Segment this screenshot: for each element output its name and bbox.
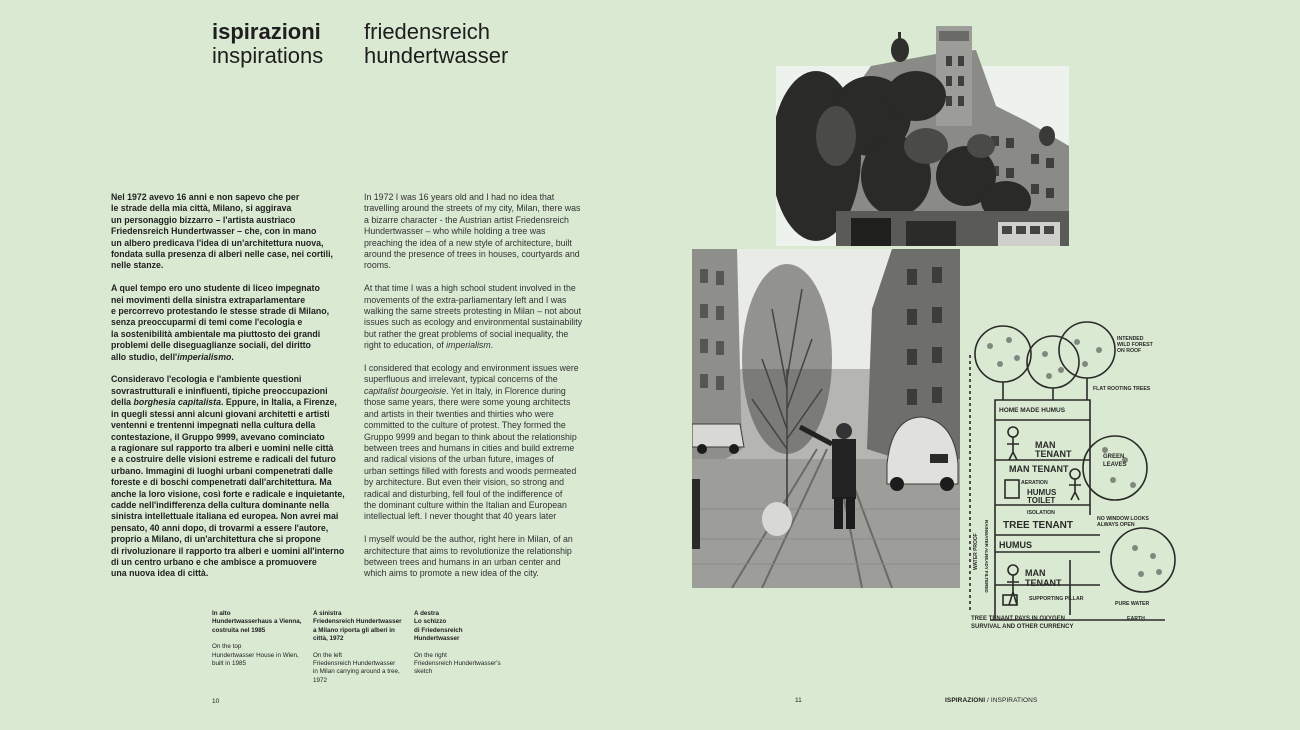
- english-line: radical and disturbing, fell foul of the indifference of: [364, 488, 563, 499]
- running-header: [945, 697, 1037, 704]
- sketch-label: TOILET: [1027, 496, 1056, 505]
- caption-heading: città, 1972: [313, 635, 344, 643]
- english-line: superfluous and irrelevant, typical concerns of the: [364, 374, 558, 385]
- italian-text-column: [111, 192, 351, 591]
- italian-line: nelle stanze.: [111, 260, 164, 271]
- hundertwasser-milan-photo: [692, 249, 960, 588]
- sketch-label: SUPPORTING PILLAR: [1029, 596, 1084, 602]
- italian-line: di un centro urbano e che ambisce a promuovere: [111, 556, 317, 567]
- english-line: around the presence of trees in houses, courtyards and: [364, 249, 580, 260]
- english-line: rooms.: [364, 260, 391, 271]
- italian-line: Friedensreich Hundertwasser – che, con in mano: [111, 226, 317, 237]
- page-number-left: 10: [212, 698, 220, 705]
- caption-heading: A sinistra: [313, 610, 342, 617]
- english-line: urban settings filled with forests and woods permeated: [364, 465, 577, 476]
- sketch-label: FLAT ROOTING TREES: [1093, 386, 1151, 392]
- english-line: architecture that aims to revolutionize the relationship: [364, 545, 572, 556]
- sketch-label: EARTH: [1127, 616, 1145, 622]
- english-line: Hundertwasser – who while holding a tree was: [364, 226, 546, 237]
- sketch-label: AERATION: [1021, 480, 1048, 486]
- sketch-label: GREEN: [1103, 454, 1125, 460]
- sketch-label: TREE TENANT PAYS IN OXYGEN: [971, 616, 1066, 622]
- hundertwasserhaus-photo: [776, 26, 1069, 246]
- sketch-label: NO WINDOW LOOKS: [1097, 516, 1149, 522]
- sketch-label: ISOLATION: [1027, 510, 1055, 516]
- running-header-rest: / INSPIRATIONS: [985, 697, 1038, 704]
- sketch-label: TREE TENANT: [1003, 520, 1073, 531]
- italian-line: a ragionare sul rapporto tra alberi e uomini nelle città: [111, 442, 334, 453]
- english-line: the dominant culture within the Italian and European: [364, 499, 567, 510]
- italian-line: di rivoluzionare il rapporto tra alberi e uomini all'interno: [111, 545, 345, 556]
- caption-heading: Hundertwasser: [414, 635, 460, 643]
- italian-line: Nel 1972 avevo 16 anni e non sapevo che per: [111, 192, 300, 202]
- sketch-label: RAINWATER ALREADY FILTERED: [984, 520, 989, 593]
- italian-line: fondata sulla presenza di alberi nelle case, nei cortili,: [111, 249, 333, 260]
- italian-line: sinistra intellettuale italiana ed europea. Non avrei mai: [111, 511, 339, 522]
- italian-line: contestazione, il Gruppo 9999, avevano cominciato: [111, 431, 325, 442]
- english-line: a bizarre character - the Austrian artist Friedensreich: [364, 214, 569, 225]
- italian-paragraph: [111, 192, 351, 272]
- sketch-label: LEAVES: [1103, 462, 1127, 468]
- english-paragraph: [364, 192, 612, 272]
- italian-line: nei movimenti della sinistra extraparlamentare: [111, 294, 306, 305]
- italian-line: pensato, 40 anni dopo, di trovarmi a essere l'autore,: [111, 522, 329, 533]
- sketch-label: HUMUS: [1027, 488, 1057, 497]
- english-line: capitalist bourgeoisie. Yet in Italy, in Florence during: [364, 385, 566, 396]
- english-text-column: [364, 192, 612, 591]
- sketch-label: TENANT: [1025, 578, 1062, 588]
- italian-line: problemi delle diseguaglianze sociali, del diritto: [111, 340, 311, 351]
- italian-line: della borghesia capitalista. Eppure, in Italia, a Firenze,: [111, 397, 337, 408]
- english-line: In 1972 I was 16 years old and I had no idea that: [364, 192, 555, 202]
- sketch-label: ALWAYS OPEN: [1097, 522, 1135, 528]
- italian-line: Consideravo l'ecologia e l'ambiente questioni: [111, 374, 302, 385]
- caption-heading: In alto: [212, 610, 231, 617]
- caption-text: Hundertwasser House in Wien,: [212, 651, 299, 659]
- english-paragraph: [364, 363, 612, 523]
- english-line: committed to the culture of protest. They formed the: [364, 420, 566, 431]
- caption-text: On the left: [313, 651, 343, 659]
- english-line: those same years, there were some young architects: [364, 397, 571, 408]
- sketch-label: HUMUS: [999, 540, 1032, 550]
- italian-line: A quel tempo ero uno studente di liceo impegnato: [111, 283, 320, 294]
- caption-heading: di Friedensreich: [414, 626, 463, 634]
- caption-heading: Lo schizzo: [414, 618, 447, 626]
- english-line: issues such as ecology and environmental sustainability: [364, 317, 583, 328]
- caption-text: On the top: [212, 643, 242, 651]
- caption-text: built in 1985: [212, 660, 246, 668]
- italian-line: anche la loro visione, così forte e radicale e inquietante,: [111, 488, 345, 499]
- english-line: movements of the extra-parliamentary left and I was: [364, 294, 567, 305]
- title-inspirations: inspirations: [212, 43, 324, 68]
- english-paragraph: [364, 283, 612, 351]
- italian-line: senza preoccuparmi di temi come l'ecologia e: [111, 317, 303, 328]
- caption-text: sketch: [414, 668, 433, 676]
- title-friedensreich: friedensreich: [364, 19, 490, 44]
- caption-text: Friedensreich Hundertwasser: [313, 660, 396, 668]
- english-line: by architecture. But even their vision, so strong and: [364, 477, 564, 488]
- sketch-label: PURE WATER: [1115, 601, 1150, 607]
- italian-line: un personaggio bizzarro – l'artista austriaco: [111, 214, 296, 225]
- english-line: I considered that ecology and environment issues were: [364, 363, 579, 374]
- italian-line: la sostenibilità ambientale ma piuttosto dei grandi: [111, 328, 321, 339]
- caption-heading: a Milano riporta gli alberi in: [313, 626, 395, 634]
- english-line: travelling around the streets of my city, Milan, there was: [364, 203, 581, 214]
- italian-line: proprio a Milano, di un'architettura che si propone: [111, 534, 321, 545]
- english-line: At that time I was a high school student involved in the: [364, 283, 576, 294]
- italian-line: e percorrevo protestando le stesse strade di Milano,: [111, 306, 330, 317]
- sketch-label: SURVIVAL AND OTHER CURRENCY: [971, 624, 1074, 630]
- caption-right-sketch: [414, 610, 509, 677]
- english-line: and radical visions of the urban future, images of: [364, 454, 554, 465]
- english-line: right to education, of imperialism.: [364, 340, 494, 351]
- english-line: between trees and humans in cities and build extreme: [364, 442, 575, 453]
- sketch-label: MAN: [1025, 568, 1046, 578]
- italian-line: urbano. Immagini di luoghi urbani compenetrati dalle: [111, 465, 333, 476]
- sketch-label: WILD FOREST: [1117, 342, 1153, 348]
- title-ispirazioni: ispirazioni: [212, 19, 321, 44]
- english-line: but rather the great problems of social inequality, the: [364, 328, 569, 339]
- sketch-label: MAN: [1035, 440, 1056, 450]
- italian-line: le strade della mia città, Milano, si aggirava: [111, 203, 292, 214]
- sketch-label: INTENDED: [1117, 336, 1144, 342]
- caption-text: On the right: [414, 651, 447, 659]
- english-line: preaching the idea of a new style of architecture, built: [364, 237, 572, 248]
- english-line: which aims to promote a new idea of the city.: [364, 568, 539, 579]
- caption-text: in Milan carrying around a tree,: [313, 668, 400, 676]
- caption-top-photo: [212, 610, 307, 668]
- italian-line: allo studio, dell'imperialismo.: [111, 351, 234, 362]
- section-title-italian: [212, 20, 323, 68]
- caption-heading: Hundertwasserhaus a Vienna,: [212, 618, 302, 626]
- italian-line: ventenni e trentenni impegnati nella cultura della: [111, 420, 316, 431]
- caption-text: Friedensreich Hundertwasser's: [414, 660, 501, 668]
- sketch-label: ON ROOF: [1117, 348, 1142, 354]
- caption-heading: costruita nel 1985: [212, 626, 266, 634]
- english-line: I myself would be the author, right here in Milan, of an: [364, 534, 573, 545]
- caption-heading: Friedensreich Hundertwasser: [313, 618, 402, 626]
- english-line: and artists in their twenties and thirties who were: [364, 408, 554, 419]
- italian-line: una nuova idea di città.: [111, 568, 209, 579]
- english-line: Gruppo 9999 and began to think about the relationship: [364, 431, 577, 442]
- italian-line: e a costruire delle visioni estreme e radicali del futuro: [111, 454, 336, 465]
- sketch-label: TENANT: [1035, 449, 1072, 459]
- italian-paragraph: [111, 374, 351, 579]
- caption-text: 1972: [313, 676, 328, 684]
- italian-paragraph: [111, 283, 351, 363]
- english-paragraph: [364, 534, 612, 580]
- caption-left-photo: [313, 610, 408, 685]
- sketch-label: MAN TENANT: [1009, 464, 1069, 474]
- caption-heading: A destra: [414, 610, 439, 617]
- italian-line: sovrastrutturali e ininfluenti, tipiche preoccupazioni: [111, 385, 328, 396]
- italian-line: foreste e di boschi compenetrati dall'architettura. Ma: [111, 477, 332, 488]
- section-title-artist: [364, 20, 508, 68]
- sketch-label: WATER PROOF: [973, 533, 979, 570]
- italian-line: cadde nell'indifferenza della cultura dominante nella: [111, 499, 330, 510]
- page-number-right: 11: [795, 697, 802, 704]
- english-line: between trees and humans in an urban center and: [364, 556, 561, 567]
- italian-line: in quegli stessi anni alcuni giovani architetti e artisti: [111, 408, 330, 419]
- title-hundertwasser: hundertwasser: [364, 43, 509, 68]
- italian-line: un albero predicava l'idea di un'architettura nuova,: [111, 237, 324, 248]
- english-line: intellectual left. I never thought that 40 years later: [364, 511, 557, 522]
- running-header-bold: ISPIRAZIONI: [945, 697, 986, 704]
- english-line: walking the same streets protesting in Milan – not about: [364, 306, 582, 317]
- hundertwasser-sketch: [965, 320, 1180, 632]
- sketch-label: HOME MADE HUMUS: [999, 407, 1066, 414]
